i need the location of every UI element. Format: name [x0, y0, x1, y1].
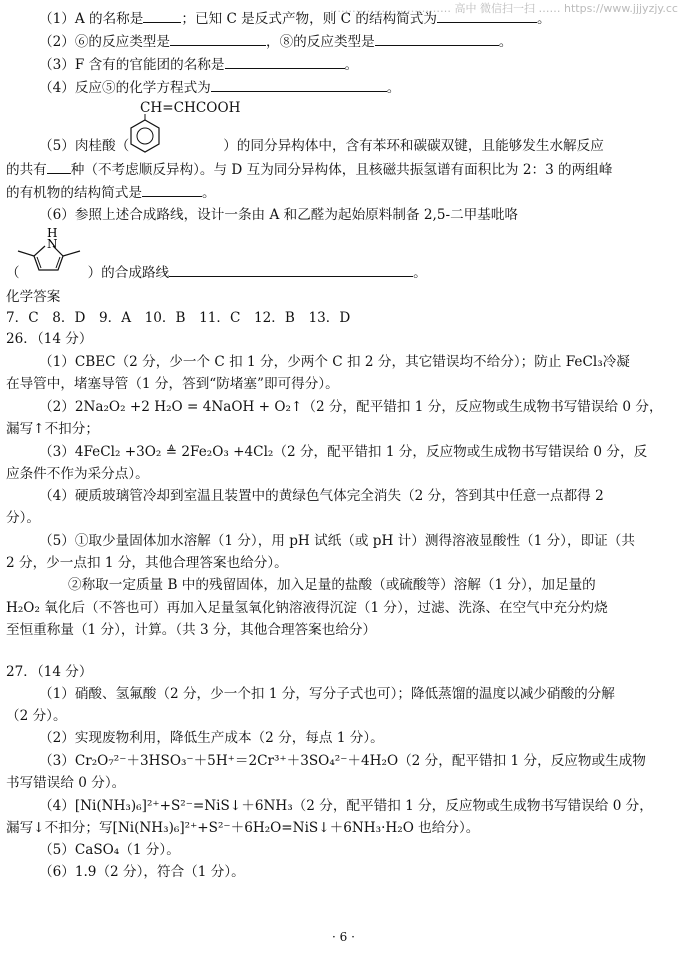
choice-answers: 7．C 8．D 9．A 10．B 11．C 12．B 13．D — [6, 310, 351, 326]
q5-line3-end: 。 — [201, 185, 216, 201]
q27-part3-line2: 书写错误给 0 分）。 — [6, 775, 126, 791]
q27-part6: （6）1.9（2 分），符合（1 分）。 — [39, 864, 245, 880]
q5-line3-prefix: 的有机物的结构简式是 — [6, 185, 142, 201]
q27-part1-line1: （1）硝酸、氢氟酸（2 分，少一个扣 1 分，写分子式也可）；降低蒸馏的温度以减少硝酸的分解 — [39, 686, 615, 702]
q27-part4-line2: 漏写↓不扣分；写[Ni(NH₃)₆]²⁺+S²⁻＋6H₂O=NiS↓＋6NH₃·H₂O 也给分）。 — [6, 820, 480, 836]
q26-part5-line2: 2 分，少一点扣 1 分，其他合理答案也给分）。 — [6, 555, 288, 571]
q1-prefix: （1）A 的名称是 — [39, 11, 144, 27]
q6-open-paren: （ — [6, 265, 20, 281]
q26-part2-line1: （2）2Na₂O₂ +2 H₂O = 4NaOH + O₂↑（2 分，配平错扣 1 分，反应物或生成物书写错误给 0 分， — [39, 399, 663, 415]
q6-end: 。 — [413, 265, 427, 281]
header-watermark: …………………………… 高中 微信扫一扫 …… https://www.jjjyzjy.cc — [330, 2, 678, 15]
question-3 — [6, 54, 687, 75]
q27-part5: （5）CaSO₄（1 分）。 — [39, 842, 180, 858]
q27-part3-line1: （3）Cr₂O₇²⁻＋3HSO₃⁻＋5H⁺＝2Cr³⁺＋3SO₄²⁻＋4H₂O（2 分，配平错扣 1 分，反应物或生成物 — [39, 753, 646, 769]
q26-part4-line1: （4）硬质玻璃管冷却到室温且装置中的黄绿色气体完全消失（2 分，答到其中任意一点都得 2 — [39, 488, 604, 504]
q2-end: 。 — [498, 34, 513, 50]
question-6: （6）参照上述合成路线，设计一条由 A 和乙醛为起始原料制备 2,5-二甲基吡咯 — [39, 207, 519, 223]
q5-line2-prefix: 的共有 — [6, 162, 47, 178]
question-6-line2 — [6, 262, 676, 283]
q5-line2-text: 种（不考虑顺反异构）。与 D 互为同分异构体，且核磁共振氢谱有面积比为 2：3 的两组峰 — [70, 162, 613, 178]
q26-part5-line5: 至恒重称量（1 分），计算。（共 3 分，其他合理答案也给分） — [6, 622, 377, 638]
q26-part3-line2: 应条件不作为采分点）。 — [6, 466, 149, 482]
answer-blank — [47, 159, 71, 174]
answers-title: 化学答案 — [6, 289, 61, 305]
answer-blank — [211, 77, 387, 92]
question-2 — [6, 31, 687, 52]
pyrrole-h-label: H — [47, 226, 58, 240]
q4-end: 。 — [386, 80, 401, 96]
question-5 — [6, 136, 687, 156]
q3-end: 。 — [344, 57, 359, 73]
q2-middle: ，⑧的反应类型是 — [266, 34, 375, 50]
q26-part3-line1: （3）4FeCl₂ +3O₂ ≜ 2Fe₂O₃ +4Cl₂（2 分，配平错扣 1 分，反应物或生成物书写错误给 0 分，反 — [39, 444, 648, 460]
q1-end: 。 — [536, 11, 551, 27]
answer-blank — [143, 8, 181, 23]
question-5-line2 — [6, 159, 676, 180]
q27-part2: （2）实现废物利用，降低生产成本（2 分，每点 1 分）。 — [39, 730, 384, 746]
answer-blank — [437, 8, 537, 23]
answer-blank — [170, 31, 266, 46]
q1-middle: ；已知 C 是反式产物，则 C 的结构简式为 — [181, 11, 437, 27]
q26-part2-line2: 漏写↑不扣分； — [6, 421, 99, 437]
question-4 — [6, 77, 687, 98]
q26-part1-line2: 在导管中，堵塞导管（1 分，答到“防堵塞”即可得分）。 — [6, 376, 339, 392]
answer-blank — [225, 54, 345, 69]
q26-part5-line4: H₂O₂ 氧化后（不答也可）再加入足量氢氧化钠溶液得沉淀（1 分），过滤、洗涤、在空气中充分灼烧 — [6, 600, 608, 616]
q26-part1-line1: （1）CBEC（2 分，少一个 C 扣 1 分，少两个 C 扣 2 分，其它错误均不给分）；防止 FeCl₃冷凝 — [39, 354, 630, 370]
q27-header: 27．（14 分） — [6, 664, 93, 680]
q26-header: 26．（14 分） — [6, 331, 93, 347]
q5-prefix: （5）肉桂酸（ — [39, 138, 130, 154]
q4-prefix: （4）反应⑤的化学方程式为 — [39, 80, 211, 96]
page-number: · 6 · — [332, 930, 355, 944]
answer-blank — [169, 262, 413, 277]
answer-blank — [142, 182, 202, 197]
q27-part4-line1: （4）[Ni(NH₃)₆]²⁺+S²⁻=NiS↓＋6NH₃（2 分，配平错扣 1 分，反应物或生成物书写错误给 0 分， — [39, 798, 653, 814]
answer-blank — [375, 31, 499, 46]
q2-prefix: （2）⑥的反应类型是 — [39, 34, 170, 50]
q3-prefix: （3）F 含有的官能团的名称是 — [39, 57, 225, 73]
q26-part5-line3: ②称取一定质量 B 中的残留固体，加入足量的盐酸（或硫酸等）溶解（1 分），加足量的 — [68, 577, 596, 593]
q26-part4-line2: 分）。 — [6, 510, 40, 526]
q26-part5-line1: （5）①取少量固体加水溶解（1 分），用 pH 试纸（或 pH 计）测得溶液显酸性（1 分），即证（共 — [39, 533, 635, 549]
q6-text: ）的合成路线 — [87, 265, 170, 281]
q27-part1-line2: （2 分）。 — [6, 708, 67, 724]
question-5-line3 — [6, 182, 676, 203]
pyrrole-n-label: N — [47, 237, 58, 251]
cinnamic-acid-formula: CH=CHCOOH — [140, 100, 241, 116]
q5-text: ）的同分异构体中，含有苯环和碳碳双键，且能够发生水解反应 — [223, 138, 604, 154]
question-1 — [6, 8, 687, 29]
